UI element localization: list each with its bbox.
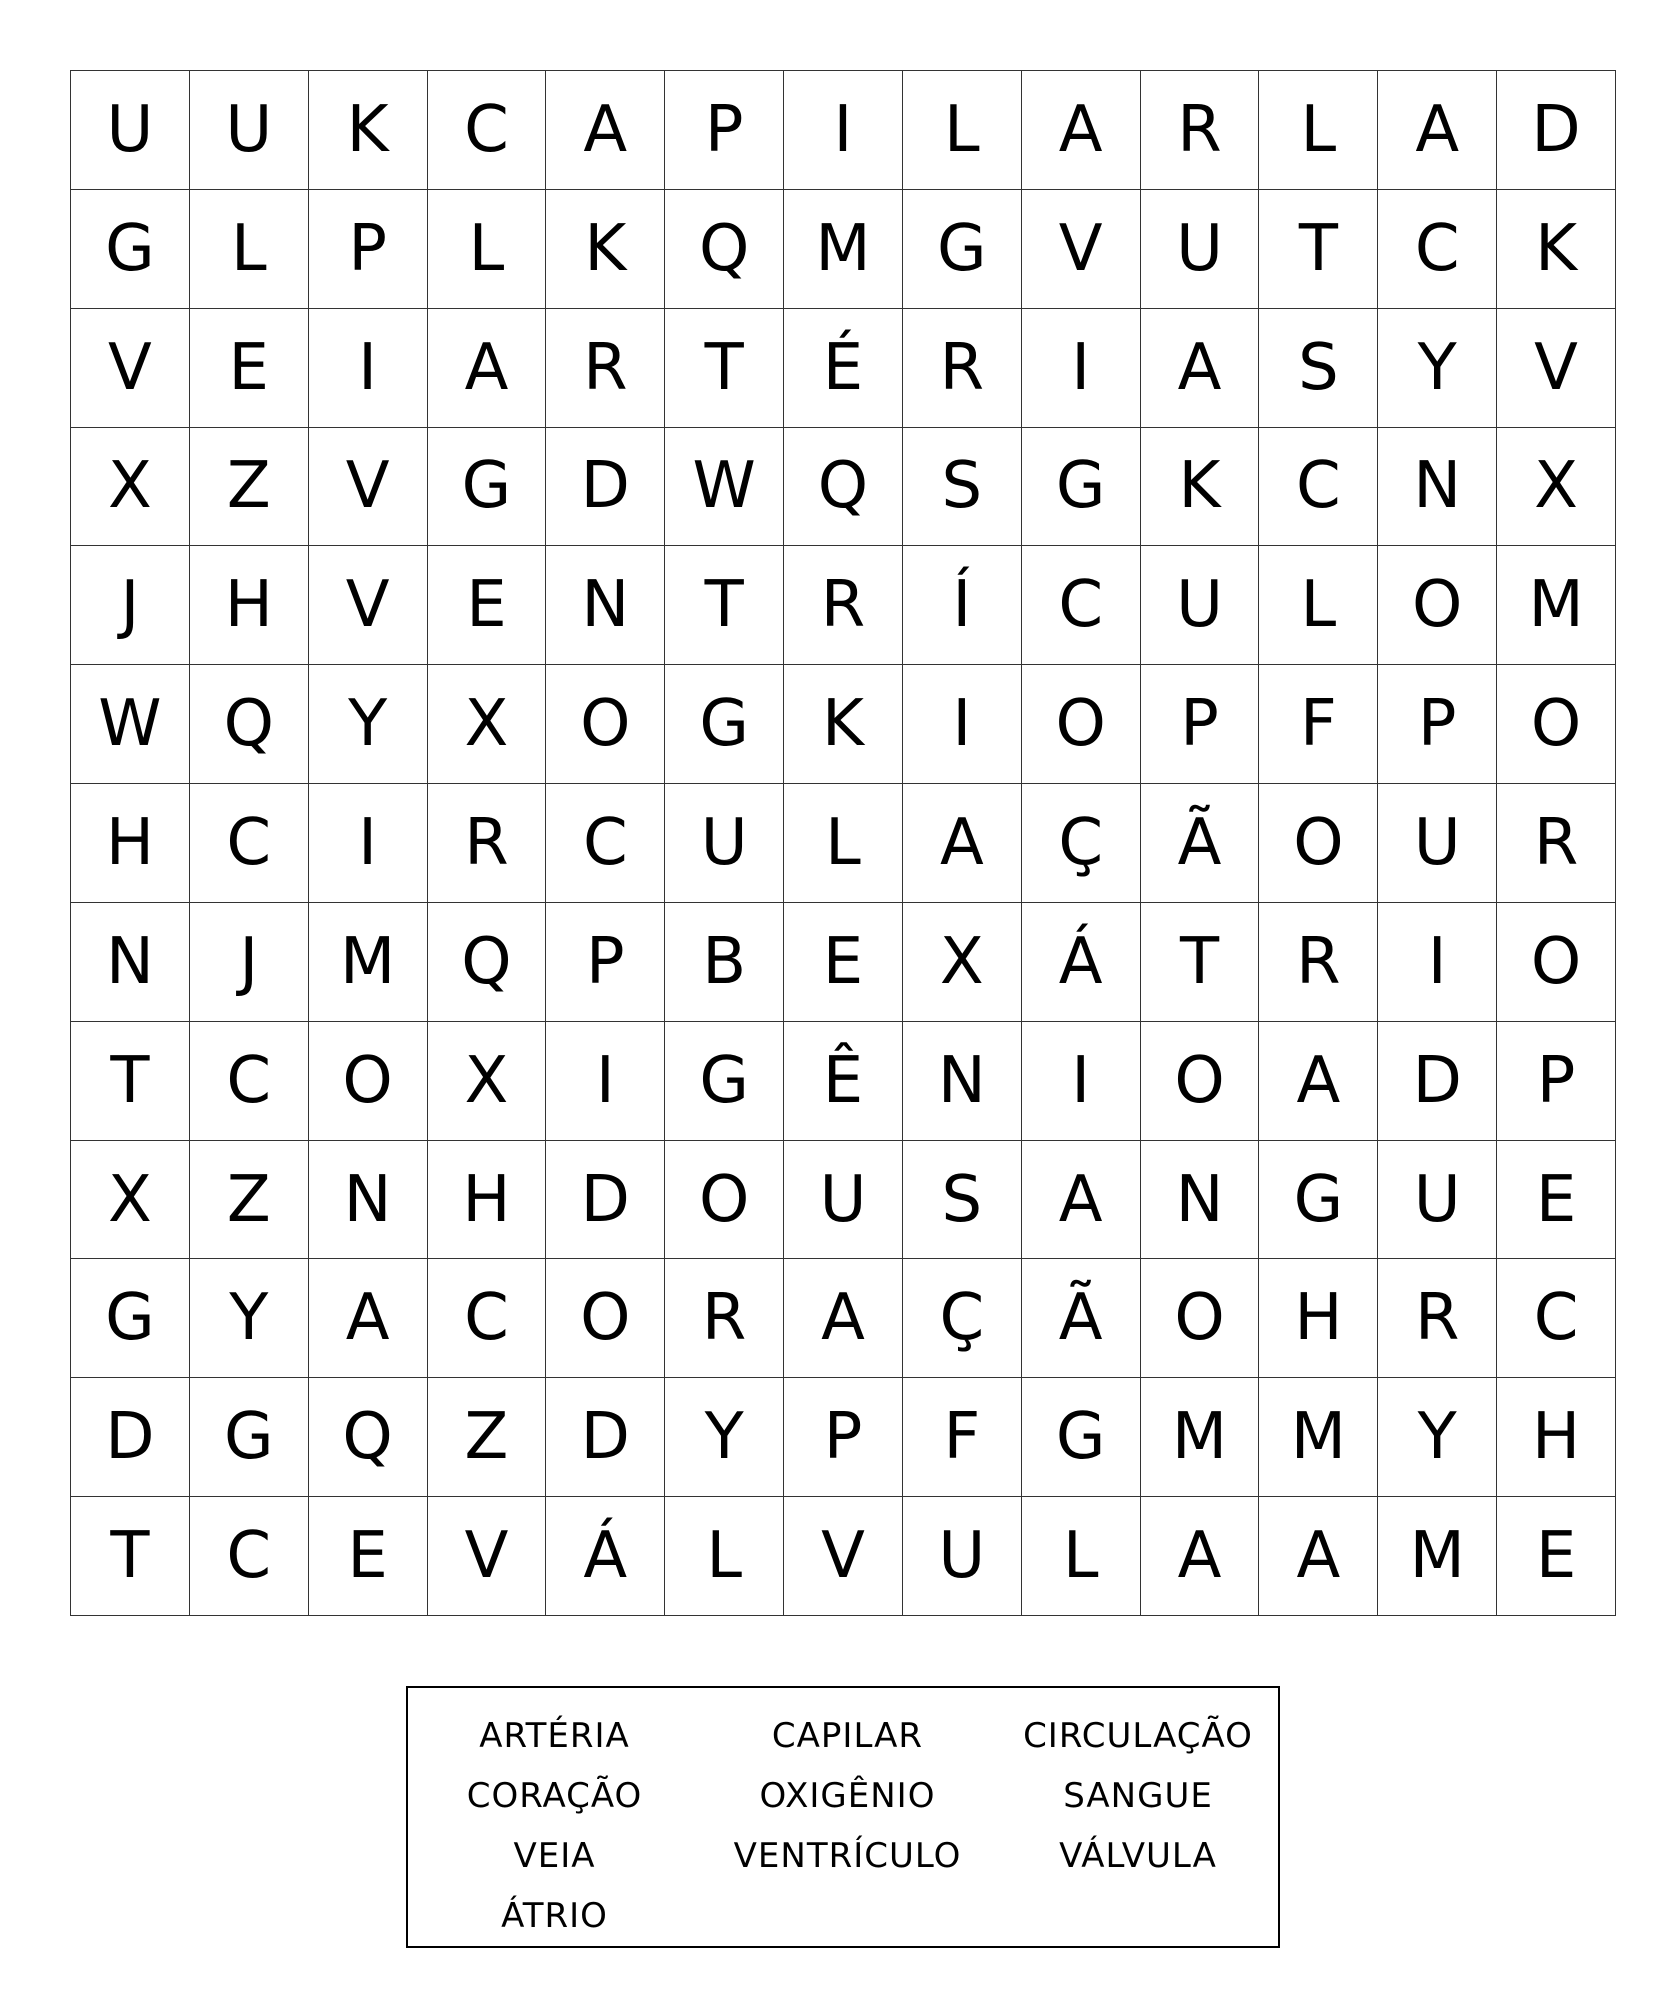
grid-cell[interactable]: J: [190, 903, 309, 1022]
grid-cell[interactable]: D: [1378, 1022, 1497, 1141]
grid-cell[interactable]: O: [546, 665, 665, 784]
grid-cell[interactable]: H: [1259, 1259, 1378, 1378]
grid-cell[interactable]: R: [428, 784, 547, 903]
grid-cell[interactable]: T: [665, 546, 784, 665]
grid-cell[interactable]: X: [428, 1022, 547, 1141]
grid-cell[interactable]: O: [1141, 1259, 1260, 1378]
grid-cell[interactable]: I: [546, 1022, 665, 1141]
grid-cell[interactable]: M: [1378, 1497, 1497, 1616]
word-list-item: CIRCULAÇÃO: [1023, 1716, 1253, 1756]
grid-cell[interactable]: Q: [428, 903, 547, 1022]
word-list-item: ARTÉRIA: [479, 1716, 630, 1756]
grid-cell[interactable]: M: [309, 903, 428, 1022]
grid-cell[interactable]: C: [428, 1259, 547, 1378]
grid-cell[interactable]: H: [71, 784, 190, 903]
grid-cell[interactable]: Í: [903, 546, 1022, 665]
grid-cell[interactable]: C: [190, 1497, 309, 1616]
grid-cell[interactable]: Á: [1022, 903, 1141, 1022]
grid-cell[interactable]: R: [1141, 71, 1260, 190]
grid-cell[interactable]: C: [1022, 546, 1141, 665]
grid-cell[interactable]: Z: [190, 428, 309, 547]
grid-cell[interactable]: Y: [1378, 1378, 1497, 1497]
grid-cell[interactable]: F: [903, 1378, 1022, 1497]
grid-cell[interactable]: Y: [1378, 309, 1497, 428]
grid-cell[interactable]: P: [1141, 665, 1260, 784]
grid-cell[interactable]: U: [71, 71, 190, 190]
grid-cell[interactable]: G: [71, 1259, 190, 1378]
grid-cell[interactable]: P: [546, 903, 665, 1022]
grid-cell[interactable]: A: [1022, 71, 1141, 190]
grid-cell[interactable]: R: [665, 1259, 784, 1378]
grid-cell[interactable]: V: [309, 546, 428, 665]
grid-cell[interactable]: V: [1022, 190, 1141, 309]
grid-cell[interactable]: O: [1497, 903, 1616, 1022]
grid-cell[interactable]: V: [1497, 309, 1616, 428]
grid-cell[interactable]: S: [903, 428, 1022, 547]
grid-cell[interactable]: U: [784, 1141, 903, 1260]
word-list-item: VÁLVULA: [1059, 1836, 1217, 1876]
grid-cell[interactable]: Q: [309, 1378, 428, 1497]
grid-cell[interactable]: I: [309, 784, 428, 903]
grid-cell[interactable]: A: [1141, 1497, 1260, 1616]
grid-cell[interactable]: D: [71, 1378, 190, 1497]
grid-cell[interactable]: U: [1378, 1141, 1497, 1260]
grid-cell[interactable]: G: [428, 428, 547, 547]
grid-cell[interactable]: N: [1141, 1141, 1260, 1260]
grid-cell[interactable]: L: [1259, 71, 1378, 190]
grid-cell[interactable]: M: [1497, 546, 1616, 665]
grid-cell[interactable]: G: [665, 665, 784, 784]
word-list-box: [406, 1686, 1280, 1948]
grid-cell[interactable]: Á: [546, 1497, 665, 1616]
grid-cell[interactable]: T: [1259, 190, 1378, 309]
word-list-item: CORAÇÃO: [466, 1776, 643, 1816]
grid-cell[interactable]: G: [190, 1378, 309, 1497]
grid-cell[interactable]: A: [428, 309, 547, 428]
grid-cell[interactable]: T: [71, 1022, 190, 1141]
grid-cell[interactable]: M: [1141, 1378, 1260, 1497]
grid-cell[interactable]: Q: [665, 190, 784, 309]
grid-cell[interactable]: C: [428, 71, 547, 190]
grid-cell[interactable]: I: [1022, 309, 1141, 428]
grid-cell[interactable]: J: [71, 546, 190, 665]
grid-cell[interactable]: Y: [190, 1259, 309, 1378]
grid-cell[interactable]: H: [428, 1141, 547, 1260]
word-list-item: OXIGÊNIO: [759, 1776, 936, 1816]
grid-cell[interactable]: D: [546, 428, 665, 547]
grid-cell[interactable]: E: [784, 903, 903, 1022]
grid-cell[interactable]: U: [903, 1497, 1022, 1616]
grid-cell[interactable]: T: [665, 309, 784, 428]
grid-cell[interactable]: N: [71, 903, 190, 1022]
grid-cell[interactable]: X: [428, 665, 547, 784]
grid-cell[interactable]: R: [546, 309, 665, 428]
grid-cell[interactable]: U: [1378, 784, 1497, 903]
grid-cell[interactable]: Ã: [1022, 1259, 1141, 1378]
grid-cell[interactable]: A: [1141, 309, 1260, 428]
grid-cell[interactable]: E: [190, 309, 309, 428]
grid-cell[interactable]: N: [546, 546, 665, 665]
word-list-item: VEIA: [513, 1836, 596, 1876]
grid-cell[interactable]: M: [784, 190, 903, 309]
grid-cell[interactable]: É: [784, 309, 903, 428]
grid-cell[interactable]: E: [309, 1497, 428, 1616]
grid-cell[interactable]: K: [1141, 428, 1260, 547]
grid-cell[interactable]: N: [1378, 428, 1497, 547]
grid-cell[interactable]: P: [665, 71, 784, 190]
grid-cell[interactable]: Z: [190, 1141, 309, 1260]
grid-cell[interactable]: A: [903, 784, 1022, 903]
grid-cell[interactable]: K: [309, 71, 428, 190]
grid-cell[interactable]: H: [190, 546, 309, 665]
grid-cell[interactable]: P: [1497, 1022, 1616, 1141]
grid-cell[interactable]: I: [309, 309, 428, 428]
grid-cell[interactable]: S: [1259, 309, 1378, 428]
grid-cell[interactable]: Y: [665, 1378, 784, 1497]
grid-cell[interactable]: Q: [190, 665, 309, 784]
grid-cell[interactable]: X: [71, 428, 190, 547]
grid-cell[interactable]: T: [71, 1497, 190, 1616]
grid-cell[interactable]: X: [1497, 428, 1616, 547]
word-list-item: VENTRÍCULO: [733, 1836, 962, 1876]
grid-cell[interactable]: P: [1378, 665, 1497, 784]
grid-cell[interactable]: F: [1259, 665, 1378, 784]
grid-cell[interactable]: C: [190, 1022, 309, 1141]
grid-cell[interactable]: Ç: [1022, 784, 1141, 903]
grid-cell[interactable]: Ç: [903, 1259, 1022, 1378]
grid-cell[interactable]: I: [903, 665, 1022, 784]
word-list-item: SANGUE: [1063, 1776, 1213, 1816]
grid-cell[interactable]: A: [1378, 71, 1497, 190]
grid-cell[interactable]: N: [903, 1022, 1022, 1141]
grid-cell[interactable]: D: [546, 1378, 665, 1497]
grid-cell[interactable]: G: [71, 190, 190, 309]
grid-cell[interactable]: C: [1378, 190, 1497, 309]
grid-cell[interactable]: A: [546, 71, 665, 190]
word-list-item: CAPILAR: [771, 1716, 924, 1756]
grid-cell[interactable]: E: [1497, 1497, 1616, 1616]
grid-cell[interactable]: R: [784, 546, 903, 665]
grid-cell[interactable]: I: [784, 71, 903, 190]
grid-cell[interactable]: G: [665, 1022, 784, 1141]
grid-cell[interactable]: R: [1259, 903, 1378, 1022]
word-list: [408, 1706, 1278, 1946]
grid-cell[interactable]: W: [71, 665, 190, 784]
grid-cell[interactable]: O: [546, 1259, 665, 1378]
grid-cell[interactable]: U: [1141, 190, 1260, 309]
grid-cell[interactable]: V: [71, 309, 190, 428]
grid-cell[interactable]: Ê: [784, 1022, 903, 1141]
grid-cell[interactable]: N: [309, 1141, 428, 1260]
grid-cell[interactable]: A: [1259, 1022, 1378, 1141]
grid-cell[interactable]: L: [784, 784, 903, 903]
grid-cell[interactable]: C: [1497, 1259, 1616, 1378]
grid-cell[interactable]: S: [903, 1141, 1022, 1260]
grid-cell[interactable]: U: [1141, 546, 1260, 665]
grid-cell[interactable]: V: [309, 428, 428, 547]
grid-cell[interactable]: Q: [784, 428, 903, 547]
grid-cell[interactable]: R: [1497, 784, 1616, 903]
grid-cell[interactable]: O: [665, 1141, 784, 1260]
grid-cell[interactable]: D: [546, 1141, 665, 1260]
grid-cell[interactable]: K: [546, 190, 665, 309]
grid-cell[interactable]: A: [309, 1259, 428, 1378]
grid-cell[interactable]: G: [903, 190, 1022, 309]
grid-cell[interactable]: O: [1141, 1022, 1260, 1141]
grid-cell[interactable]: W: [665, 428, 784, 547]
grid-cell[interactable]: P: [309, 190, 428, 309]
grid-cell[interactable]: A: [784, 1259, 903, 1378]
grid-cell[interactable]: X: [71, 1141, 190, 1260]
grid-cell[interactable]: L: [665, 1497, 784, 1616]
grid-cell[interactable]: G: [1259, 1141, 1378, 1260]
grid-cell[interactable]: D: [1497, 71, 1616, 190]
grid-cell[interactable]: L: [428, 190, 547, 309]
grid-cell[interactable]: Y: [309, 665, 428, 784]
grid-cell[interactable]: R: [903, 309, 1022, 428]
grid-cell[interactable]: M: [1259, 1378, 1378, 1497]
grid-cell[interactable]: B: [665, 903, 784, 1022]
grid-cell[interactable]: G: [1022, 428, 1141, 547]
grid-cell[interactable]: T: [1141, 903, 1260, 1022]
grid-cell[interactable]: C: [190, 784, 309, 903]
grid-cell[interactable]: L: [1259, 546, 1378, 665]
grid-cell[interactable]: E: [1497, 1141, 1616, 1260]
letter-grid: [70, 70, 1616, 1616]
grid-cell[interactable]: R: [1378, 1259, 1497, 1378]
grid-cell[interactable]: O: [1497, 665, 1616, 784]
grid-cell[interactable]: C: [546, 784, 665, 903]
grid-cell[interactable]: O: [1022, 665, 1141, 784]
grid-cell[interactable]: I: [1022, 1022, 1141, 1141]
grid-cell[interactable]: K: [1497, 190, 1616, 309]
grid-cell[interactable]: A: [1259, 1497, 1378, 1616]
word-list-item: ÁTRIO: [501, 1896, 608, 1936]
grid-cell[interactable]: O: [1378, 546, 1497, 665]
grid-cell[interactable]: U: [665, 784, 784, 903]
grid-cell[interactable]: C: [1259, 428, 1378, 547]
grid-cell[interactable]: V: [784, 1497, 903, 1616]
grid-cell[interactable]: V: [428, 1497, 547, 1616]
grid-cell[interactable]: A: [1022, 1141, 1141, 1260]
grid-cell[interactable]: Ã: [1141, 784, 1260, 903]
grid-cell[interactable]: Z: [428, 1378, 547, 1497]
grid-cell[interactable]: L: [1022, 1497, 1141, 1616]
grid-cell[interactable]: L: [903, 71, 1022, 190]
grid-cell[interactable]: O: [1259, 784, 1378, 903]
grid-cell[interactable]: E: [428, 546, 547, 665]
grid-cell[interactable]: I: [1378, 903, 1497, 1022]
grid-cell[interactable]: G: [1022, 1378, 1141, 1497]
grid-cell[interactable]: O: [309, 1022, 428, 1141]
grid-cell[interactable]: U: [190, 71, 309, 190]
grid-cell[interactable]: L: [190, 190, 309, 309]
grid-cell[interactable]: H: [1497, 1378, 1616, 1497]
grid-cell[interactable]: P: [784, 1378, 903, 1497]
grid-cell[interactable]: X: [903, 903, 1022, 1022]
grid-cell[interactable]: K: [784, 665, 903, 784]
